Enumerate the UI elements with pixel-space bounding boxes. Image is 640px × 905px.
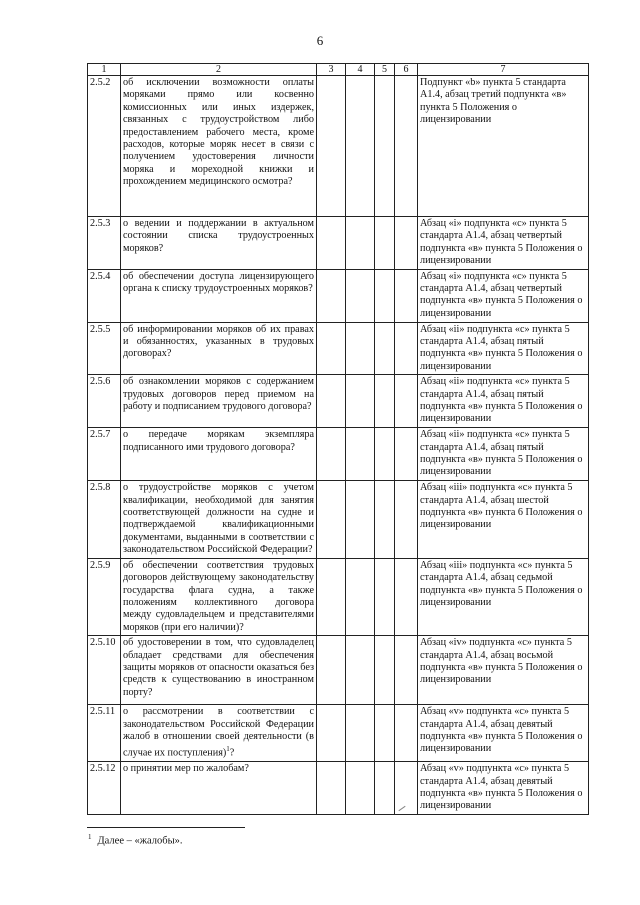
item-number: 2.5.3	[88, 217, 121, 270]
checklist-table	[87, 63, 589, 815]
answer-cell-4	[346, 636, 375, 705]
answer-cell-6	[395, 217, 418, 270]
answer-cell-3	[317, 76, 346, 217]
header-cell: 5	[375, 64, 395, 76]
item-number: 2.5.8	[88, 481, 121, 558]
question-text: о ведении и поддержании в актуальном состоянии списка трудоустроенных моряков?	[123, 218, 314, 254]
header-cell: 7	[418, 64, 589, 76]
answer-cell-3	[317, 428, 346, 481]
answer-cell-4	[346, 558, 375, 635]
question-cell	[121, 636, 317, 705]
answer-cell-6	[395, 76, 418, 217]
answer-cell-3	[317, 269, 346, 322]
answer-cell-5	[375, 375, 395, 428]
table-row	[88, 558, 589, 635]
answer-cell-4	[346, 322, 375, 375]
question-cell	[121, 322, 317, 375]
answer-cell-3	[317, 375, 346, 428]
answer-cell-4	[346, 269, 375, 322]
table-row	[88, 705, 589, 762]
reference-cell: Абзац «iii» подпункта «c» пункта 5 стандарта А1.4, абзац шестой подпункта «в» пункта 6 Положения о лицензировании	[418, 481, 589, 558]
answer-cell-6	[395, 269, 418, 322]
question-text: об информировании моряков об их правах и обязанностях, указанных в трудовых договорах?	[123, 323, 314, 360]
answer-cell-6	[395, 636, 418, 705]
answer-cell-5	[375, 705, 395, 762]
footnote-separator	[87, 827, 245, 828]
question-text: об обеспечении доступа лицензирующего органа к списку трудоустроенных моряков?	[123, 270, 314, 295]
question-text: об обеспечении соответствия трудовых договоров действующему законодательству государства флага судна, а также положениям коллективного договора между судовладельцем и представителями моряков (при его наличии)?	[123, 559, 314, 633]
question-cell	[121, 705, 317, 762]
header-cell: 6	[395, 64, 418, 76]
answer-cell-3	[317, 558, 346, 635]
reference-cell: Абзац «v» подпункта «c» пункта 5 стандарта А1.4, абзац девятый подпункта «в» пункта 5 Положения о лицензировании	[418, 705, 589, 762]
reference-cell: Абзац «iv» подпункта «c» пункта 5 стандарта А1.4, абзац восьмой подпункта «в» пункта 5 Положения о лицензировании	[418, 636, 589, 705]
answer-cell-6	[395, 322, 418, 375]
footnote	[88, 833, 183, 847]
question-text: о передаче морякам экземпляра подписанного ими трудового договора?	[123, 429, 314, 453]
answer-cell-5	[375, 636, 395, 705]
question-cell	[121, 428, 317, 481]
answer-cell-4	[346, 481, 375, 558]
answer-cell-4	[346, 375, 375, 428]
reference-cell: Подпункт «b» пункта 5 стандарта А1.4, абзац третий подпункта «в» пункта 5 Положения о лицензировании	[418, 76, 589, 217]
footnote-ref: 1	[226, 745, 230, 754]
answer-cell-5	[375, 428, 395, 481]
reference-cell: Абзац «ii» подпункта «c» пункта 5 стандарта А1.4, абзац пятый подпункта «в» пункта 5 Положения о лицензировании	[418, 375, 589, 428]
table-row	[88, 636, 589, 705]
question-text: об удостоверении в том, что судовладелец обладает средствами для обеспечения защиты моряков от опасности оказаться без средств к существованию в иностранном порту?	[123, 637, 314, 698]
answer-cell-3	[317, 481, 346, 558]
answer-cell-5	[375, 76, 395, 217]
answer-cell-6	[395, 375, 418, 428]
item-number: 2.5.6	[88, 375, 121, 428]
item-number: 2.5.4	[88, 269, 121, 322]
table-row	[88, 322, 589, 375]
reference-cell: Абзац «ii» подпункта «c» пункта 5 стандарта А1.4, абзац пятый подпункта «в» пункта 5 Положения о лицензировании	[418, 322, 589, 375]
table-row	[88, 481, 589, 558]
header-row	[88, 64, 589, 76]
answer-cell-5	[375, 217, 395, 270]
answer-cell-4	[346, 428, 375, 481]
question-tail: ?	[229, 747, 235, 759]
footnote-text: Далее – «жалобы».	[97, 835, 183, 847]
answer-cell-5	[375, 322, 395, 375]
answer-cell-5	[375, 558, 395, 635]
reference-cell: Абзац «i» подпункта «c» пункта 5 стандарта А1.4, абзац четвертый подпункта «в» пункта 5 Положения о лицензировании	[418, 269, 589, 322]
question-cell	[121, 217, 317, 270]
table-row	[88, 76, 589, 217]
question-text: об ознакомлении моряков с содержанием трудовых договоров перед приемом на работу и подписанием трудового договора?	[123, 376, 314, 413]
reference-cell: Абзац «ii» подпункта «c» пункта 5 стандарта А1.4, абзац пятый подпункта «в» пункта 5 Положения о лицензировании	[418, 428, 589, 481]
question-text: об исключении возможности оплаты моряками прямо или косвенно комиссионных или иных издержек, связанных с трудоустройством либо предоставлением рабочего места, кроме расходов, которые моряк несет в связи с получением удостоверения личности моряка и мореходной книжки и прохождением медицинского осмотра?	[123, 77, 314, 188]
item-number: 2.5.11	[88, 705, 121, 762]
answer-cell-3	[317, 705, 346, 762]
answer-cell-4	[346, 705, 375, 762]
table-row	[88, 269, 589, 322]
answer-cell-3	[317, 322, 346, 375]
item-number: 2.5.2	[88, 76, 121, 217]
footnote-marker: 1	[88, 833, 92, 841]
answer-cell-6	[395, 481, 418, 558]
table-row	[88, 375, 589, 428]
answer-cell-6	[395, 558, 418, 635]
question-text: о принятии мер по жалобам?	[123, 763, 249, 775]
header-cell: 3	[317, 64, 346, 76]
answer-cell-6	[395, 705, 418, 762]
table-row	[88, 217, 589, 270]
question-text: о трудоустройстве моряков с учетом квалификации, необходимой для занятия соответствующей должности на судне и подтверждаемой квалификационными документами, выданными в соответствии с законодательством Российской Федерации?	[123, 482, 314, 556]
answer-cell-5	[375, 481, 395, 558]
reference-cell: Абзац «iii» подпункта «c» пункта 5 стандарта А1.4, абзац седьмой подпункта «в» пункта 5 Положения о лицензировании	[418, 558, 589, 635]
answer-cell-3	[317, 636, 346, 705]
item-number: 2.5.10	[88, 636, 121, 705]
question-cell	[121, 762, 317, 815]
page-number: 6	[316, 33, 324, 48]
answer-cell-3	[317, 762, 346, 815]
reference-cell: Абзац «i» подпункта «c» пункта 5 стандарта А1.4, абзац четвертый подпункта «в» пункта 5 Положения о лицензировании	[418, 217, 589, 270]
answer-cell-4	[346, 76, 375, 217]
item-number: 2.5.7	[88, 428, 121, 481]
answer-cell-4	[346, 762, 375, 815]
table-row	[88, 762, 589, 815]
question-cell	[121, 375, 317, 428]
question-cell	[121, 558, 317, 635]
question-cell	[121, 481, 317, 558]
header-cell: 2	[121, 64, 317, 76]
answer-cell-5	[375, 269, 395, 322]
answer-cell-5	[375, 762, 395, 815]
header-cell: 4	[346, 64, 375, 76]
answer-cell-4	[346, 217, 375, 270]
header-cell: 1	[88, 64, 121, 76]
answer-cell-3	[317, 217, 346, 270]
reference-cell: Абзац «v» подпункта «c» пункта 5 стандарта А1.4, абзац девятый подпункта «в» пункта 5 Положения о лицензировании	[418, 762, 589, 815]
item-number: 2.5.9	[88, 558, 121, 635]
question-text: о рассмотрении в соответствии с законодательством Российской Федерации жалоб в отношении своей деятельности (в случае их поступления)	[123, 706, 314, 759]
item-number: 2.5.12	[88, 762, 121, 815]
question-cell	[121, 269, 317, 322]
table-row	[88, 428, 589, 481]
question-cell	[121, 76, 317, 217]
answer-cell-6	[395, 428, 418, 481]
answer-cell-6	[395, 762, 418, 815]
item-number: 2.5.5	[88, 322, 121, 375]
